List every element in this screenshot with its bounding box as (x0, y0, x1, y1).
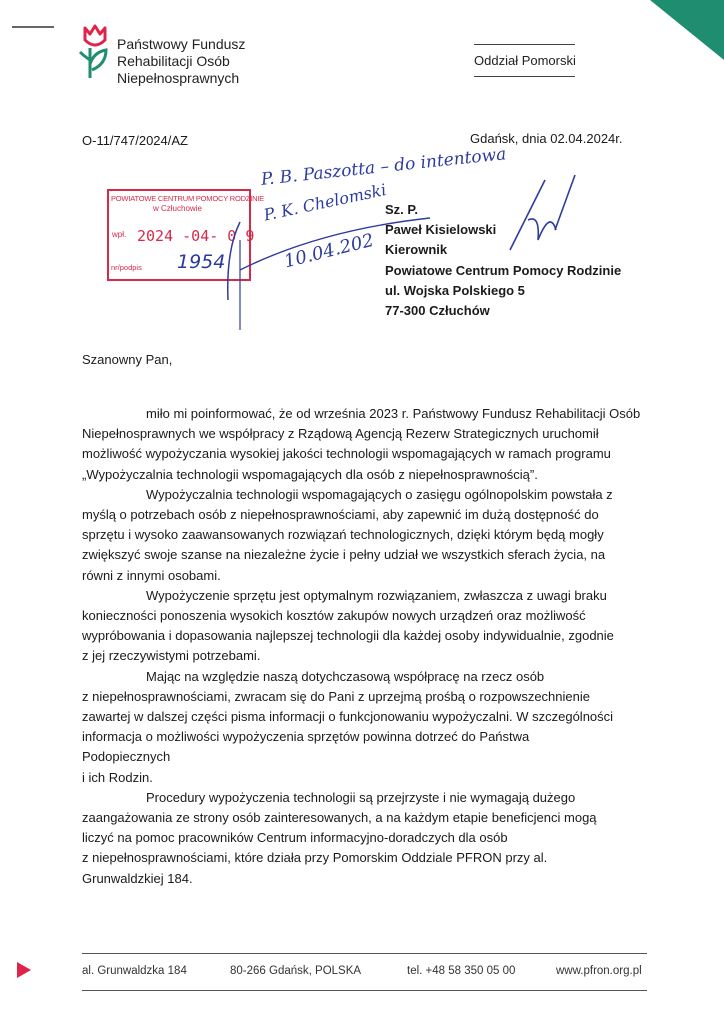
body-line: z niepełnosprawnościami, które działa przy Pomorskim Oddziale PFRON przy al. (82, 850, 548, 866)
body-line: liczyć na pomoc pracowników Centrum informacyjno-doradczych dla osób (82, 830, 508, 846)
logo-line: Rehabilitacji Osób (117, 53, 230, 69)
body-line: Podopiecznych (82, 749, 171, 765)
body-line: zwiększyć swoje szanse na niezależne życie i pełny udział we wszystkich sferach życia, na (82, 547, 606, 563)
tulip-logo-icon (78, 20, 112, 82)
letter-body (82, 404, 642, 889)
body-line: sprzętu i wysoko zaawansowanych rozwiązań technologicznych, dzięki którym będą mogły (82, 527, 604, 543)
body-line: Grunwaldzkiej 184. (82, 870, 193, 886)
stamp-number: 1954 (177, 251, 226, 273)
stamp-institution: POWIATOWE CENTRUM POMOCY RODZINIE (111, 194, 264, 203)
body-line: „Wypożyczalnia technologii wspomagających dla osób z niepełnosprawnością”. (82, 466, 538, 482)
body-line: i ich Rodzin. (82, 769, 153, 785)
handwritten-date: 10.04.202 (282, 229, 376, 273)
recipient-line: Kierownik (385, 242, 448, 258)
handwritten-note-line2: P. K. Chelomski (262, 180, 389, 225)
stamp-nr-label: nr/podpis (111, 263, 142, 272)
branch-name: Oddział Pomorski (474, 53, 576, 68)
branch-rule-top (474, 44, 575, 45)
body-line: Mając na względzie naszą dotychczasową współpracę na rzecz osób (146, 668, 545, 684)
stamp-wpl-label: wpł. (112, 230, 127, 239)
recipient-line: ul. Wojska Polskiego 5 (385, 282, 525, 298)
stamp-date: 2024 -04- 0 9 (137, 227, 255, 245)
scan-mark (12, 26, 54, 28)
footer-city: 80-266 Gdańsk, POLSKA (230, 965, 362, 977)
body-line: konieczności ponoszenia wysokich kosztów zakupów nowych urządzeń oraz możliwość (82, 608, 586, 624)
body-line: Wypożyczalnia technologii wspomagających o zasięgu ogólnopolskim powstała z (146, 486, 613, 502)
body-line: możliwość wypożyczania wysokiej jakości technologii wspomagających w ramach programu (82, 446, 611, 462)
recipient-line: 77-300 Człuchów (385, 303, 490, 319)
footer-address: al. Grunwaldzka 184 (82, 965, 187, 977)
logo-line: Niepełnosprawnych (117, 70, 240, 86)
footer-website[interactable]: www.pfron.org.pl (556, 965, 642, 977)
body-line: Wypożyczenie sprzętu jest optymalnym rozwiązaniem, zwłaszcza z uwagi braku (146, 587, 607, 603)
reference-number: O-11/747/2024/AZ (82, 133, 188, 148)
logo-line: Państwowy Fundusz (117, 36, 246, 52)
body-line: z jej rzeczywistymi potrzebami. (82, 648, 261, 664)
body-line: równi z innymi osobami. (82, 567, 221, 583)
body-line: wypróbowania i dopasowania najlepszej technologii dla każdej osoby indywidualnie, zgodnie (82, 628, 614, 644)
recipient-address (385, 200, 621, 321)
body-line: zaangażowania ze strony osób zainteresowanych, a na każdym etapie beneficjenci mogą (82, 810, 597, 826)
body-line: informacja o możliwości wypożyczenia sprzętów powinna dotrzeć do Państwa (82, 729, 530, 745)
organization-name (117, 36, 245, 87)
body-line: Niepełnosprawnych we współpracy z Rządową Agencją Rezerw Strategicznych uruchomił (82, 426, 599, 442)
body-line: zawartej w dalszej części pisma informacji o funkcjonowaniu wypożyczalni. W szczególności (82, 709, 614, 725)
greeting: Szanowny Pan, (82, 352, 173, 367)
footer-rule-top (82, 953, 647, 954)
body-line: miło mi poinformować, że od września 2023 r. Państwowy Fundusz Rehabilitacji Osób (146, 406, 641, 421)
recipient-line: Paweł Kisielowski (385, 222, 497, 238)
recipient-line: Sz. P. (385, 202, 419, 217)
body-line: Procedury wypożyczenia technologii są przejrzyste i nie wymagają dużego (146, 789, 576, 805)
recipient-line: Powiatowe Centrum Pomocy Rodzinie (385, 262, 622, 278)
body-line: z niepełnosprawnościami, zwracam się do Pani z uprzejmą prośbą o rozpowszechnienie (82, 688, 590, 704)
footer-arrow-icon (17, 962, 31, 978)
footer-rule-bottom (82, 990, 647, 991)
stamp-city: w Człuchowie (153, 204, 202, 213)
body-line: myślą o potrzebach osób z niepełnosprawnościami, aby zapewnić im dużą dostępność do (82, 507, 599, 523)
date-line: Gdańsk, dnia 02.04.2024r. (470, 131, 623, 146)
branch-rule-bottom (474, 76, 575, 77)
footer-phone: tel. +48 58 350 05 00 (407, 965, 516, 977)
handwritten-note-line1: P. B. Paszotta – do intentowa (260, 144, 508, 190)
corner-decoration (650, 0, 724, 60)
